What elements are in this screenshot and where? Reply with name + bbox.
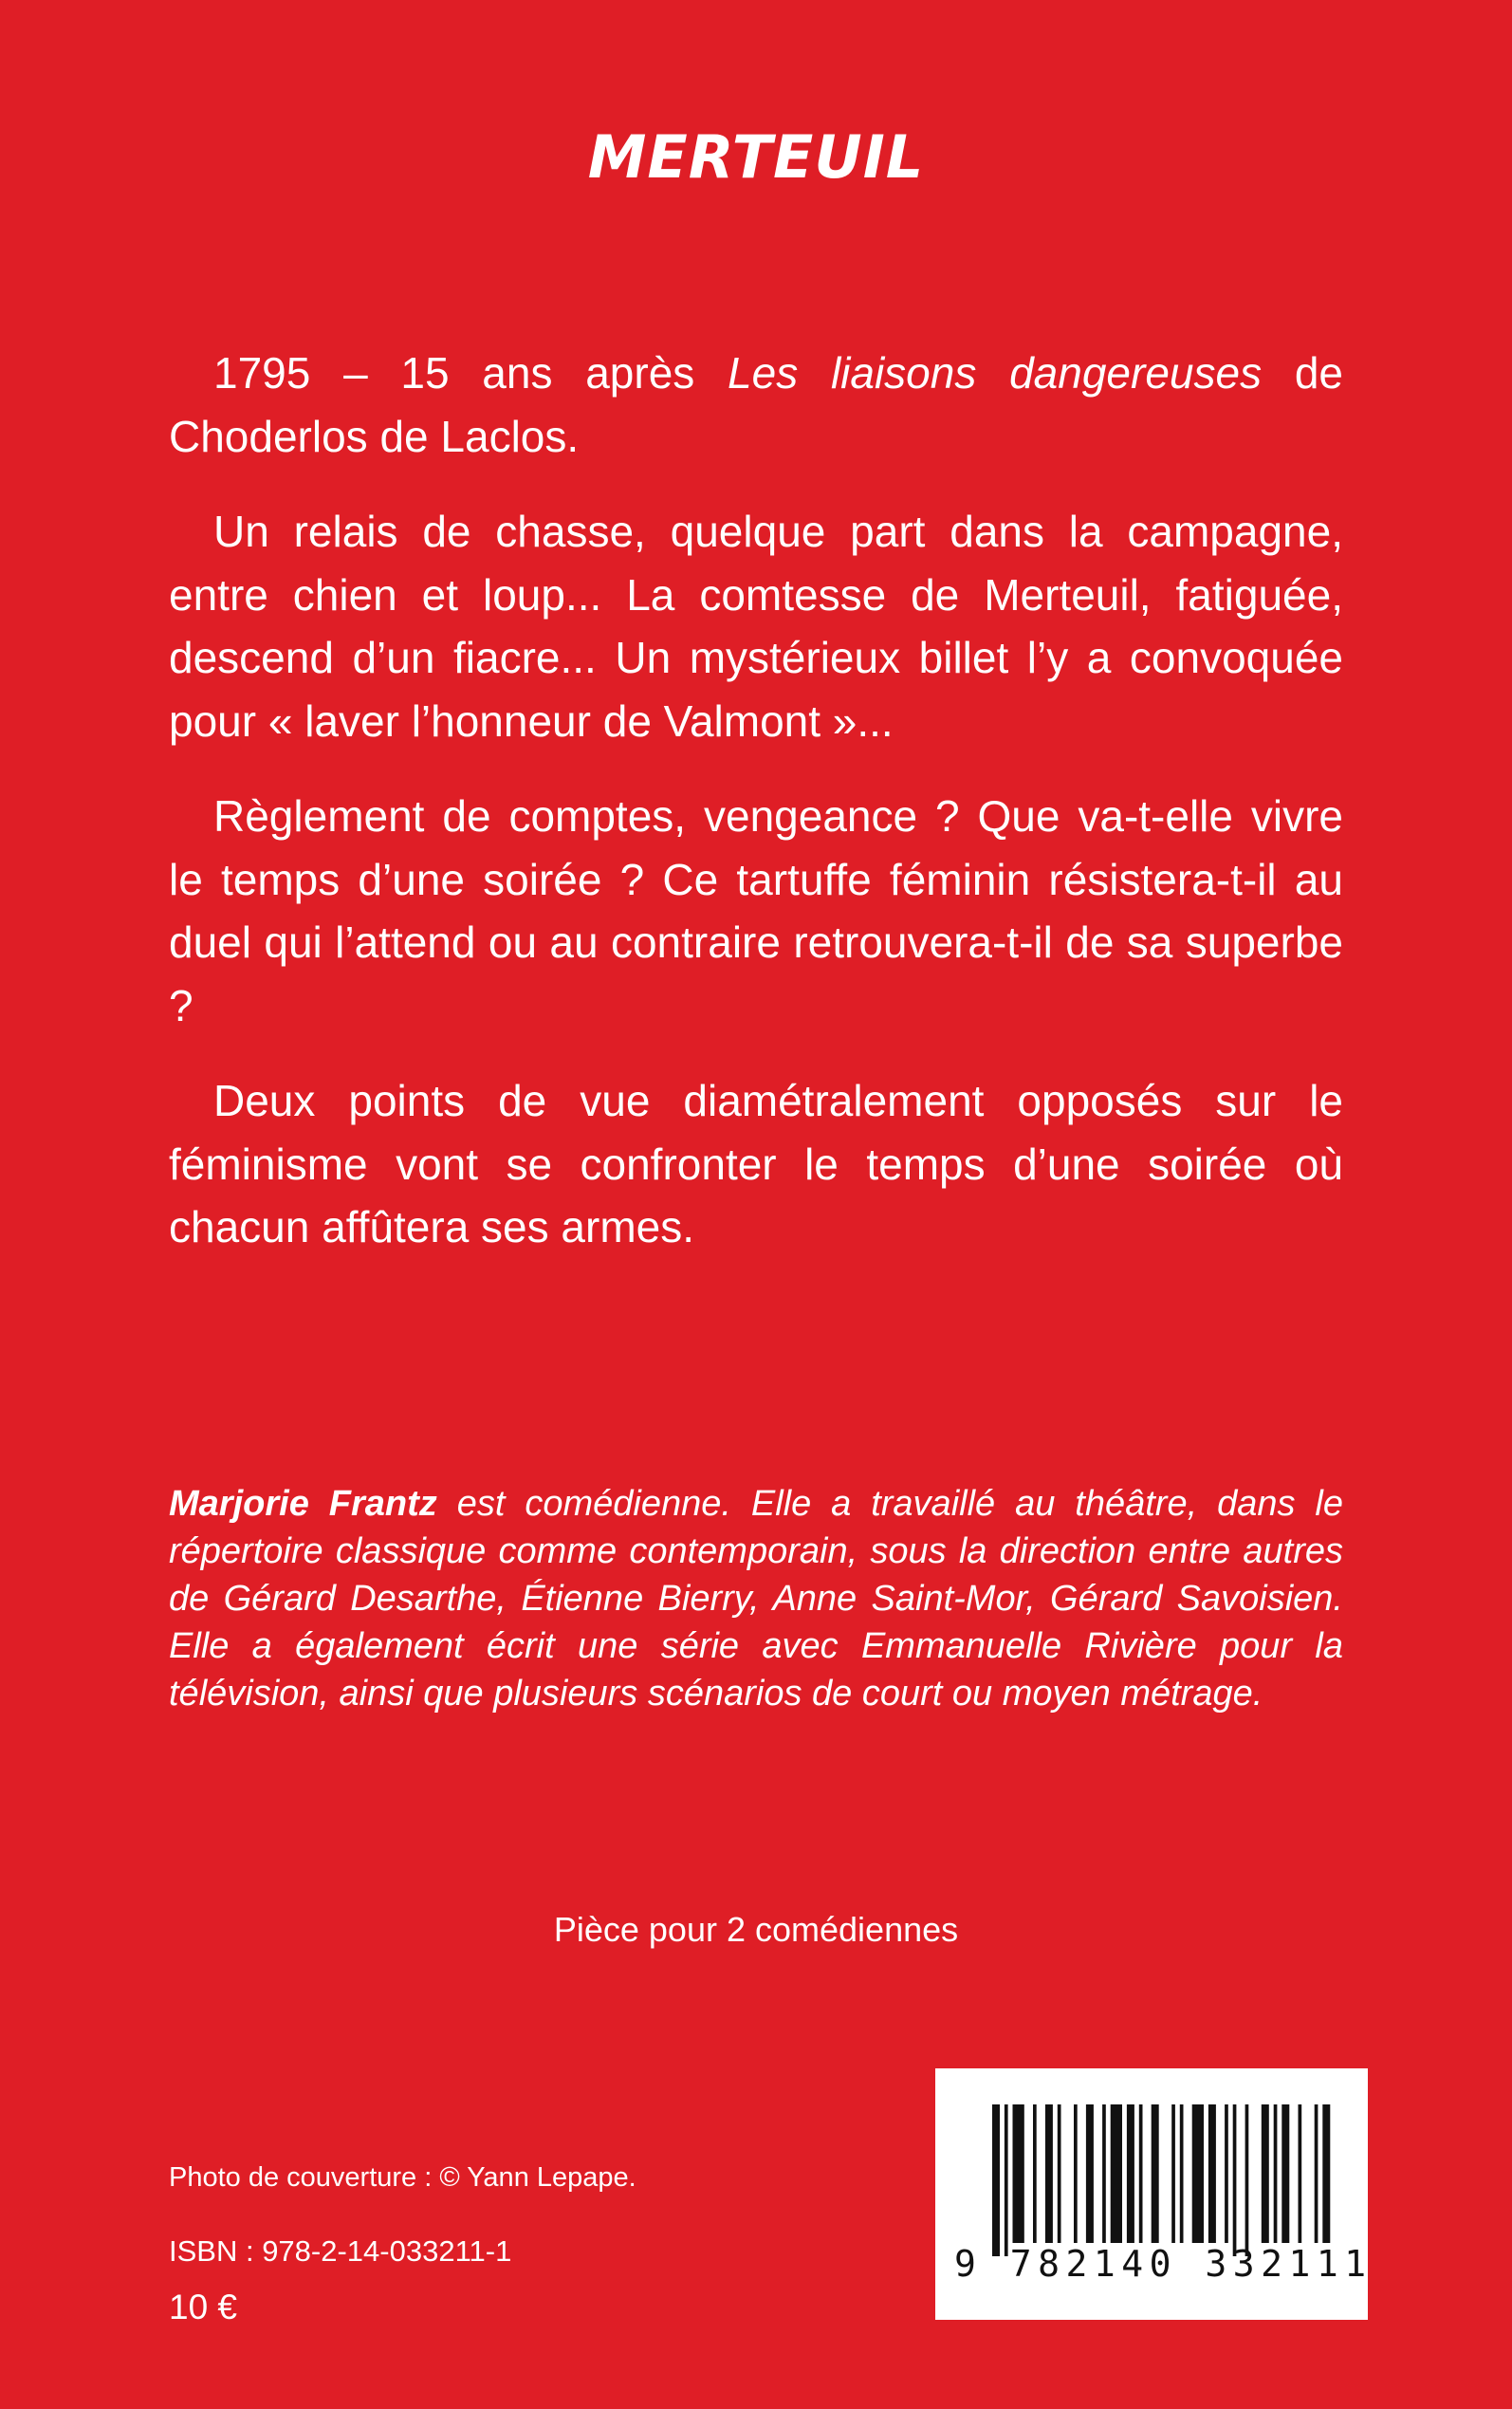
barcode-bar xyxy=(1102,2104,1106,2243)
barcode-bar xyxy=(1208,2104,1216,2243)
barcode-bar xyxy=(1005,2104,1008,2256)
barcode-bar xyxy=(1282,2104,1289,2243)
barcode-bar xyxy=(1180,2104,1184,2243)
blurb xyxy=(169,342,1343,1291)
barcode-bar xyxy=(992,2104,1000,2256)
book-title: MERTEUIL xyxy=(587,122,925,192)
barcode-bar xyxy=(1225,2104,1228,2243)
blurb-paragraph-2: Un relais de chasse, quelque part dans la campagne, entre chien et loup... La comtesse de Merteuil, fatiguée, descend d’un fiacre... Un mystérieux billet l’y a convoquée pour « laver l’honneur de Valmont »... xyxy=(169,507,1343,746)
author-bio-text: est comédienne. Elle a travaillé au théâtre, dans le répertoire classique comme contemporain, sous la direction entre autres de Gérard Desarthe, Étienne Bierry, Anne Saint-Mor, Gérard Savoisien. Elle a également écrit une série avec Emmanuelle Rivière pour la télévision, ainsi que plusieurs scénarios de court ou moyen métrage. xyxy=(169,1484,1343,1714)
barcode-bar xyxy=(1045,2104,1053,2243)
piece-note: Pièce pour 2 comédiennes xyxy=(553,1910,959,1949)
blurb-p1-start: 1795 – 15 ans après xyxy=(213,348,728,398)
photo-credit: Photo de couverture : © Yann Lepape. xyxy=(169,2162,636,2193)
barcode-bar xyxy=(1152,2104,1159,2243)
barcode-bar xyxy=(1245,2104,1249,2256)
author-bio xyxy=(169,1480,1343,1717)
barcode-bar xyxy=(1262,2104,1269,2243)
barcode-bar xyxy=(1058,2104,1061,2243)
barcode-bar xyxy=(1033,2104,1037,2243)
barcode-bar xyxy=(1274,2104,1278,2243)
barcode-bar xyxy=(1233,2104,1237,2256)
barcode xyxy=(935,2068,1373,2320)
barcode-bar xyxy=(1139,2104,1143,2243)
barcode-bar xyxy=(1299,2104,1302,2243)
barcode-bar xyxy=(1171,2104,1175,2243)
price: 10 € xyxy=(169,2288,238,2326)
blurb-p1-end: de Choderlos de Laclos. xyxy=(169,348,1343,461)
barcode-bar xyxy=(1315,2104,1318,2243)
blurb-paragraph-1 xyxy=(169,342,1343,468)
barcode-bar xyxy=(1322,2104,1330,2243)
blurb-paragraph-4: Deux points de vue diamétralement opposés sur le féminisme vont se confronter le temps d’une soirée où chacun affûtera ses armes. xyxy=(169,1076,1343,1251)
barcode-bar xyxy=(1192,2104,1204,2243)
barcode-bar xyxy=(1127,2104,1134,2243)
author-name: Marjorie Frantz xyxy=(169,1484,437,1524)
barcode-bar xyxy=(1074,2104,1078,2243)
barcode-digits: 9 782140 332111 xyxy=(954,2243,1373,2285)
isbn: ISBN : 978-2-14-033211-1 xyxy=(169,2234,512,2268)
barcode-bar xyxy=(1111,2104,1122,2243)
blurb-p1-book-title: Les liaisons dangereuses xyxy=(728,348,1263,398)
barcode-bar xyxy=(1086,2104,1094,2243)
blurb-paragraph-3: Règlement de comptes, vengeance ? Que va-t-elle vivre le temps d’une soirée ? Ce tartuffe féminin résistera-t-il au duel qui l’attend ou au contraire retrouvera-t-il de sa superbe ? xyxy=(169,791,1343,1030)
barcode-bar xyxy=(1013,2104,1024,2243)
